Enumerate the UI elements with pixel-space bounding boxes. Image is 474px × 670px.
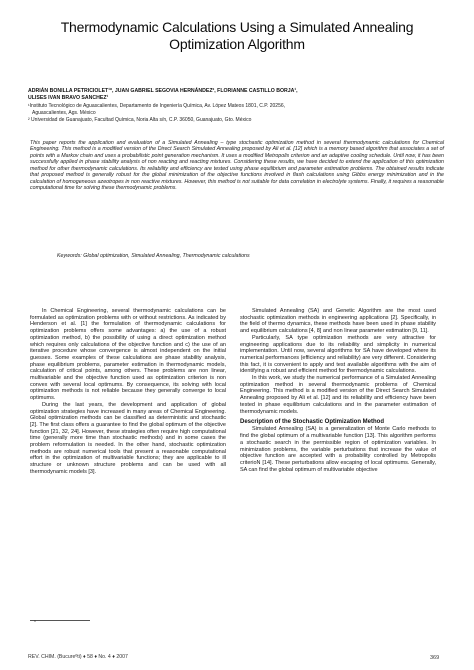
paper-title: Thermodynamic Calculations Using a Simulated Annealing Optimization Algorithm — [60, 19, 414, 52]
authors-line: ADRIÁN BONILLA PETRICIOLET¹*, JUAN GABRIEL SEGOVIA HERNÁNDEZ², FLORIANNE CASTILLO BORJA¹, — [28, 88, 298, 94]
paragraph: Simulated Annealing (SA) is a generalization of Monte Carlo methods to find the global optimum of a multivariable function [13]. This algorithm performs a stochastic search in the permissible region of optimization variables. In minimization problems, the variable perturbations that increase the value of objective function are accepted with a probability controlled by Metropolis criterioN [14]. These perturbations allow escaping of local optimums. Generally, SA can find the global optimum of multivariable objective — [240, 426, 436, 473]
affiliation: ¹Instituto Tecnológico de Aguascalientes, Departamento de Ingeniería Química, Av. López Mateos 1801, C.P. 20256, — [28, 103, 286, 109]
paragraph: Particularly, SA type optimization methods are very attractive for engineering applications due to its reliability and simplicity in numerical implementation. Until now, several algorithms for SA have developed where its numerical performances (efficiency and reliability) are very different. Considering this fact, it is convenient to apply and test available algorithms with the aim of identifying a robust and efficient method for thermodynamic calculations. — [240, 334, 436, 375]
authors-line: ULISES IVAN BRAVO SANCHEZ¹ — [28, 95, 109, 101]
paragraph: Simulated Annealing (SA) and Genetic Algorithm are the most used stochastic optimization methods in engineering applications [2]. Specifically, in the field of thermo dynamics, these methods have been used in phase stability and equilibrium calculations [4, 8] and non linear parameter estimation [9, 11]. — [240, 308, 436, 335]
paragraph: In Chemical Engineering, several thermodynamic calculations can be formulated as optimization problems with or without restrictions. As indicated by Henderson et al. [1] the formulation of thermodynamic calculations for optimization problems offers some advantages: a) the use of a robust optimization method, b) the possibility of using a direct optimization method which requires only calculations of the objective function and c) the use of an iterative procedure whose convergence is almost independent on the initial guesses. Some examples of these calculations are phase stability analysis, phase equilibrium problems, parameter estimation in thermodynamic models, calculation of critical points, among others. These problems are non linear, multivariable and the objective function used as optimization criterion is non convex with several local optimums. By consequence, its solving with local optimization methods is not reliable because they generally converge to local optimums. — [30, 308, 226, 402]
paragraph: In this work, we study the numerical performance of a Simulated Annealing optimization method in several thermodynamic problems of Chemical Engineering. This method is a modified version of the Direct Search Simulated Annealing proposed by Ali et al. [12] and its reliability and efficiency have been tested in phase equilibrium calculations and in the parameter estimation of thermodynamic models. — [240, 375, 436, 415]
journal-footer: REV. CHIM. (Bucureºti) ♦ 58 ♦ No. 4 ♦ 2007 — [28, 654, 128, 660]
author-list — [28, 88, 458, 102]
keywords: Keywords: Global optimization, Simulated Annealing, Thermodynamic calculations — [57, 253, 250, 259]
affiliations — [28, 103, 448, 124]
footnote-mark: * — [34, 620, 36, 626]
left-column — [30, 308, 226, 476]
right-column — [240, 308, 436, 473]
footnote-divider — [30, 620, 90, 621]
affiliation: ² Universidad de Guanajuato, Facultad Química, Noria Alta s/n, C.P. 36050, Guanajuato, Gto. México — [28, 117, 252, 124]
paragraph: During the last years, the development and application of global optimization strategies have increased in many areas of Chemical Engineering. Global optimization methods can be classified as deterministic and stochastic [2]. The first class offers a guarantee to find the global optimum of the objective function [21, 32, 24]. However, these strategies often require high computational time (generally more time than stochastic methods) and in some cases the problem reformulation is needed. In the other hand, stochastic optimization methods are robust numerical tools that present a reasonable computational effort in the optimization of multivariable functions; they are applicable to ill structure or unknown structure problems and can be used with all thermodynamic models [3]. — [30, 401, 226, 475]
abstract: This paper reports the application and evaluation of a Simulated Annealing – type stochastic optimization method in several thermodynamic calculations for Chemical Engineering. This method is a modified version of the Direct Search Simulated Annealing proposed by Ali et al. [12] which is a memory based algorithm that associates a set of points with a Markov chain and uses a probabilistic point generation mechanism. It uses a modified Metropolis criterion and an adaptive cooling schedule. Until now, it has been successfully applied in phase stability analysis of non reacting and reacting mixtures. Considering these results, we have decided to extend the application of this optimization method for other thermodynamic calculations. Its reliability and efficiency are tested using phase equilibrium and parameter estimation problems. The obtained results indicate that proposed method is generally robust for the global minimization of the objective functions involved in flash calculations using Gibbs energy minimization and in the calculation of homogeneous azeotropes in non reactive mixtures. However, this method is not suitable for data correlation in electrolyte systems. Finally, it requires a reasonable computational time for solving these thermodynamic problems. — [30, 140, 444, 192]
section-heading: Description of the Stochastic Optimization Method — [240, 419, 385, 426]
page-number: 369 — [430, 655, 440, 661]
affiliation: Aguascalientes, Ags. México — [32, 110, 96, 117]
